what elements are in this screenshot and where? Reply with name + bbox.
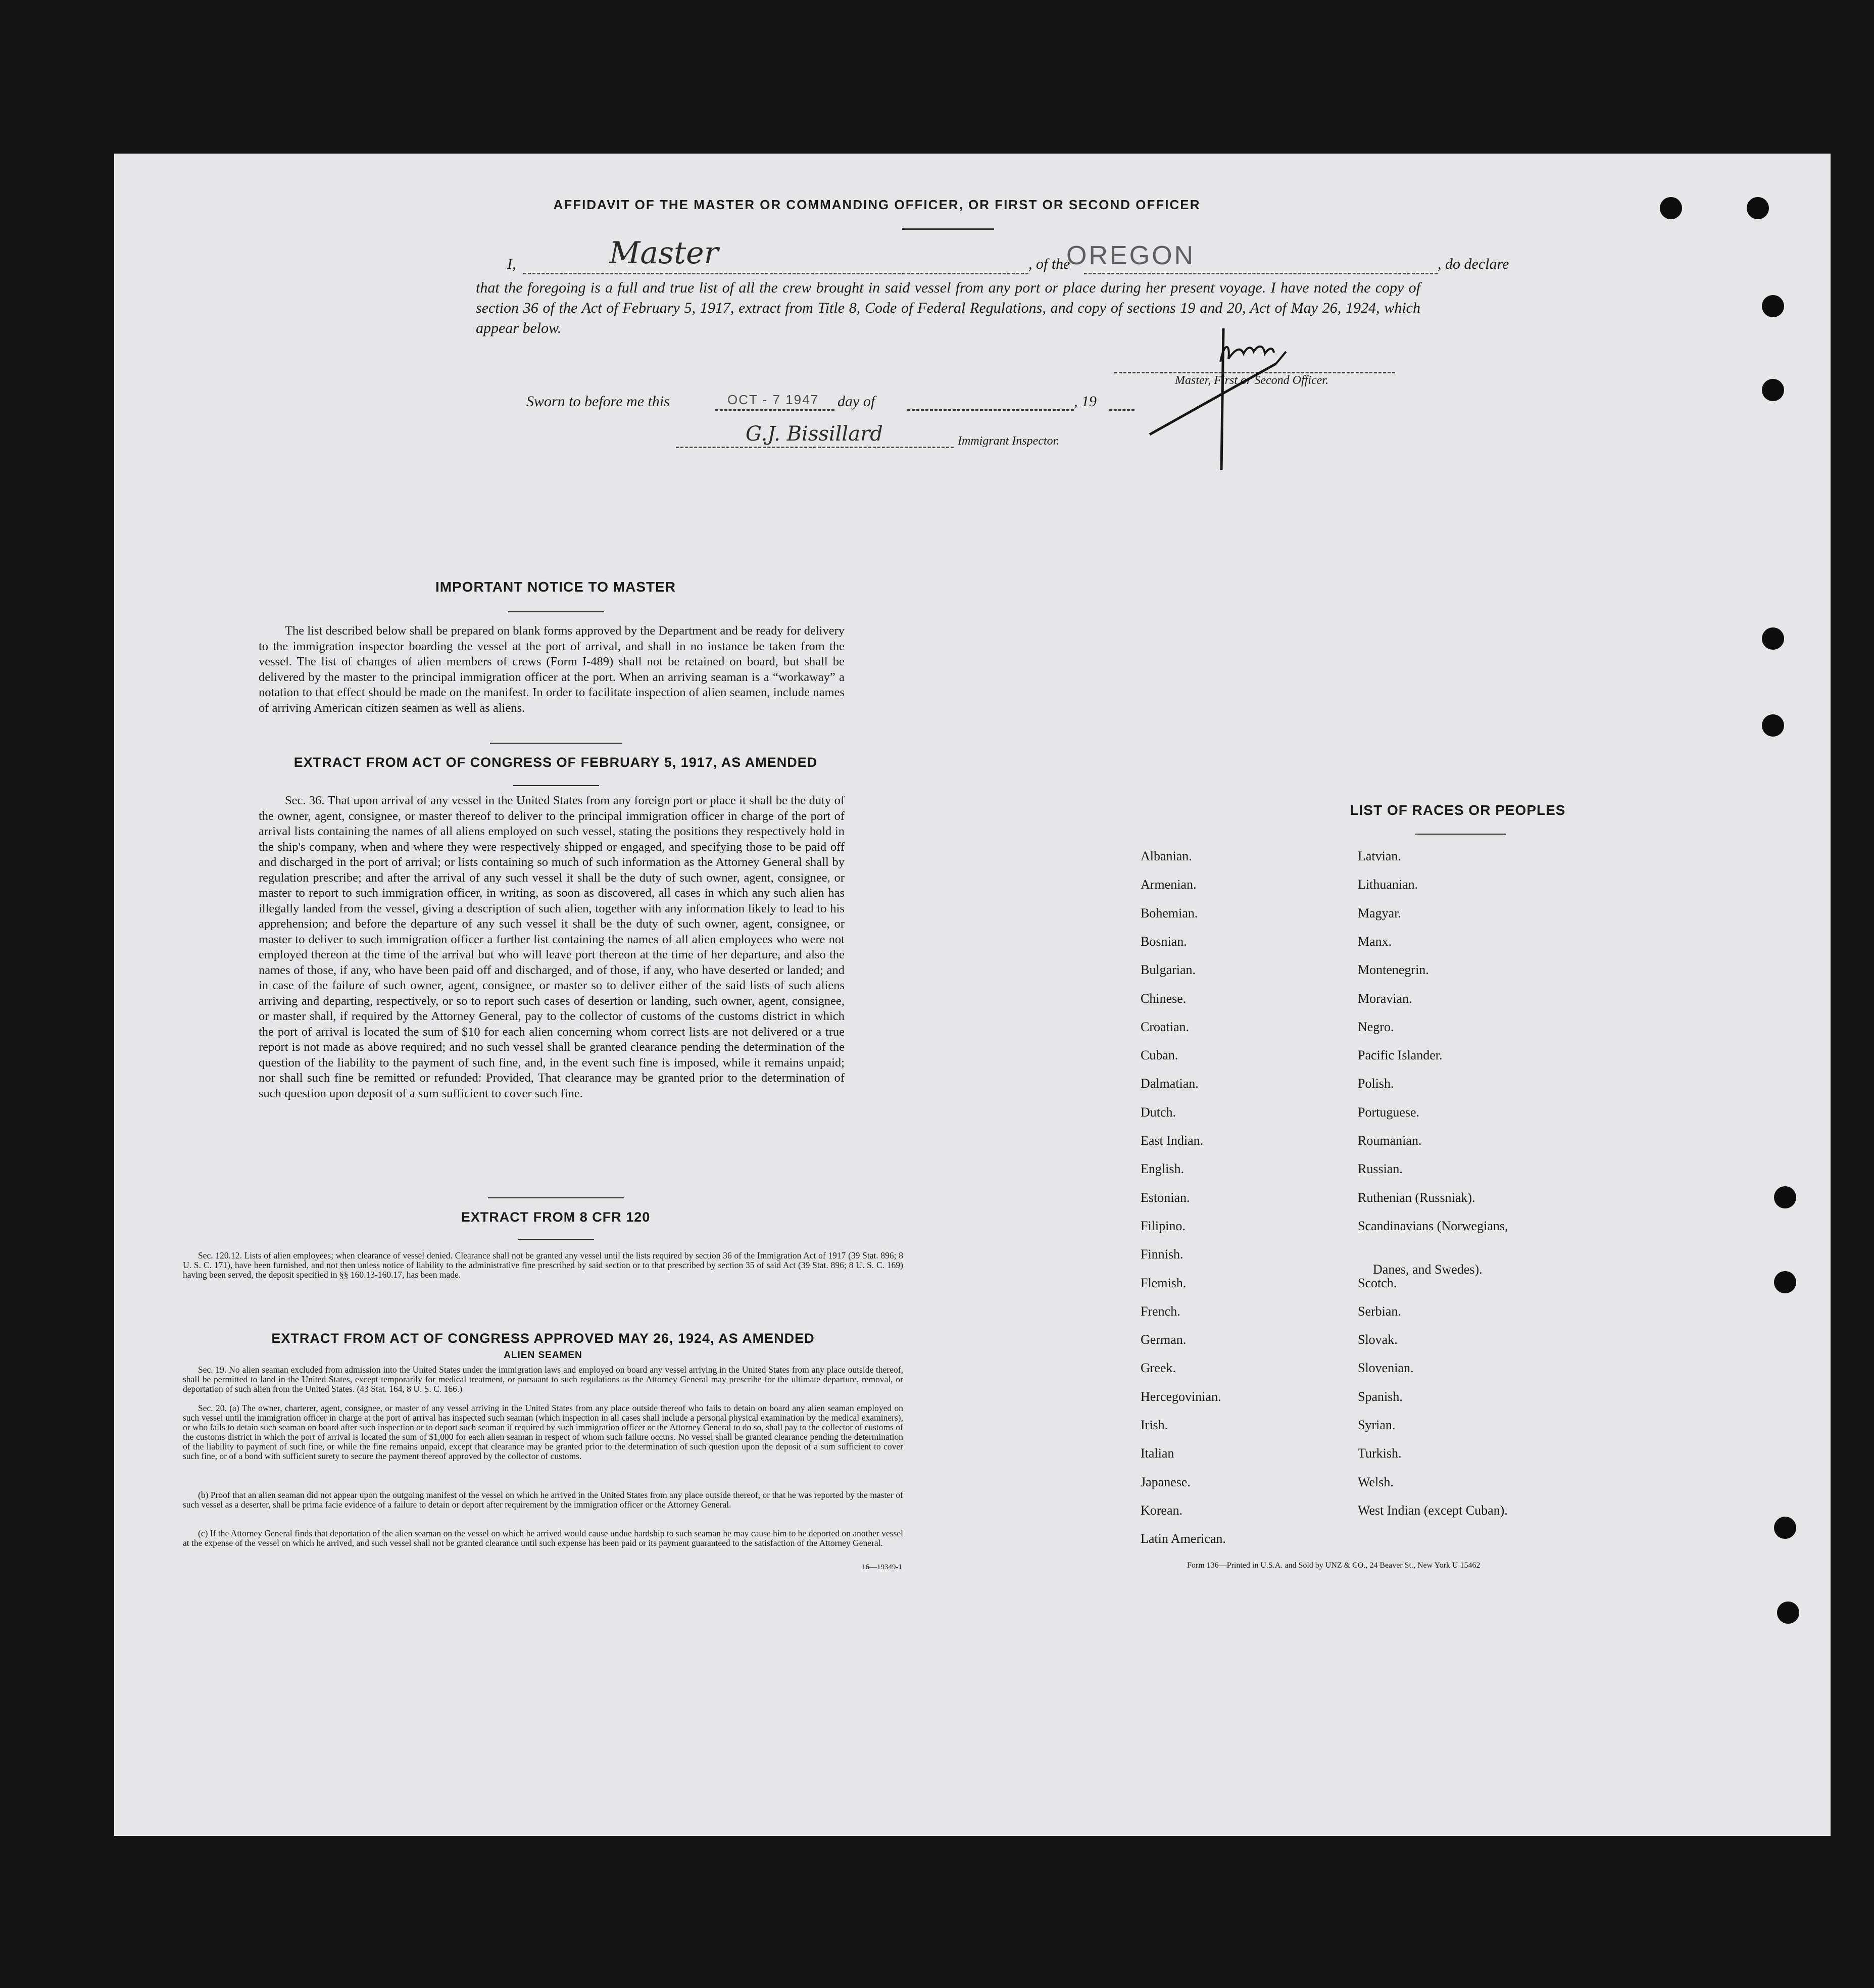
date-stamp: OCT - 7 1947	[727, 392, 819, 407]
sworn-date-line	[715, 409, 834, 411]
race-entry: Dutch.	[1141, 1104, 1176, 1120]
binder-hole	[1747, 197, 1769, 219]
race-entry: Negro.	[1358, 1019, 1394, 1034]
race-entry: Serbian.	[1358, 1303, 1401, 1319]
extract-1917-underline	[513, 785, 599, 786]
race-entry: Chinese.	[1141, 991, 1187, 1006]
race-entry: Bohemian.	[1141, 905, 1198, 920]
race-entry: Montenegrin.	[1358, 962, 1429, 978]
notice-rule	[490, 743, 622, 744]
extract-1917-body: Sec. 36. That upon arrival of any vessel in the United States from any foreign port or place it shall be the duty of the owner, agent, consignee, or master thereof to deliver to the principal immigration officer in charge of the port of arrival lists containing the names of all aliens employed on such vessel, stating the positions they respectively hold in the ship's company, when and where they were respectively shipped or engaged, and specifying those to be paid off and discharged in the port of arrival; or lists containing so much of such information as the Attorney General shall by regulation prescribe; and after the arrival of any such vessel it shall be the duty of such owner, agent, consignee, or master to report to such immigration officer, in writing, as soon as discovered, all cases in which any such alien has illegally landed from the vessel, giving a description of such alien, together with any information likely to lead to his apprehension; and before the departure of any such vessel it shall be the duty of such owner, agent, consignee, or master to deliver to such immigration officer a further list containing the names of all alien employees who were not employed thereon at the time of the arrival but who will leave port thereon at the time of her departure, and also the names of those, if any, who have been paid off and discharged, and of those, if any, who have deserted or landed; and in case of the failure of such owner, agent, consignee, or master so to deliver either of the said lists of such aliens arriving and departing, respectively, or so to report such cases of desertion or landing, such owner, agent, consignee, or master shall, if required by the Attorney General, pay to the collector of customs of the customs district in which the port of arrival is located the sum of $10 for each alien concerning whom correct lists are not delivered or a true report is not made as above required; and no such vessel shall be granted clearance pending the determination of the question of the liability to the payment of such fine, and, in the event such fine is imposed, while it remains unpaid; nor shall such fine be remitted or refunded: Provided, That clearance may be granted prior to the determination of such question upon deposit of a sum sufficient to cover such fine.	[259, 794, 845, 1100]
race-entry: Turkish.	[1358, 1446, 1402, 1461]
race-entry: Portuguese.	[1358, 1104, 1420, 1120]
race-entry: Latin American.	[1141, 1531, 1226, 1546]
race-entry: English.	[1141, 1161, 1184, 1177]
binder-hole	[1762, 379, 1784, 401]
inspector-label: Immigrant Inspector.	[958, 434, 1060, 448]
affidavit-title: AFFIDAVIT OF THE MASTER OR COMMANDING OFFICER, OR FIRST OR SECOND OFFICER	[553, 197, 1201, 212]
binder-hole	[1774, 1186, 1796, 1208]
sworn-label: Sworn to before me this	[526, 393, 670, 410]
binder-hole	[1660, 197, 1682, 219]
race-entry: Manx.	[1358, 934, 1392, 949]
race-entry: Dalmatian.	[1141, 1076, 1199, 1091]
master-line	[523, 273, 1028, 274]
race-entry: Italian	[1141, 1446, 1174, 1461]
year-label: , 19	[1074, 393, 1097, 410]
race-entry: Spanish.	[1358, 1389, 1403, 1404]
race-entry: Flemish.	[1141, 1275, 1187, 1290]
race-entry: Pacific Islander.	[1358, 1048, 1443, 1063]
race-entry: Scotch.	[1358, 1275, 1397, 1290]
race-entry: Estonian.	[1141, 1190, 1190, 1205]
race-entry: West Indian (except Cuban).	[1358, 1502, 1508, 1518]
extract-1924-title: EXTRACT FROM ACT OF CONGRESS APPROVED MAY 26, 1924, AS AMENDED	[271, 1331, 815, 1346]
race-entry: Lithuanian.	[1358, 877, 1418, 892]
year-line	[1109, 409, 1135, 411]
race-entry: Filipino.	[1141, 1218, 1186, 1233]
race-entry: Greek.	[1141, 1361, 1176, 1376]
month-line	[907, 409, 1074, 411]
title-underline	[902, 228, 994, 230]
race-entry: Russian.	[1358, 1161, 1403, 1177]
race-entry: Irish.	[1141, 1418, 1168, 1432]
binder-hole	[1774, 1517, 1796, 1539]
race-entry: Armenian.	[1141, 877, 1197, 892]
form-code: 16—19349-1	[862, 1563, 902, 1571]
binder-hole	[1762, 295, 1784, 317]
binder-hole	[1777, 1602, 1799, 1624]
race-entry: Welsh.	[1358, 1474, 1394, 1489]
race-entry: Roumanian.	[1358, 1133, 1422, 1148]
race-entry: Bosnian.	[1141, 934, 1187, 949]
officer-signature	[1140, 318, 1362, 470]
race-entry: German.	[1141, 1332, 1187, 1347]
race-entry: Bulgarian.	[1141, 962, 1196, 978]
race-entry: Latvian.	[1358, 849, 1401, 863]
printer-footer: Form 136—Printed in U.S.A. and Sold by UNZ & CO., 24 Beaver St., New York U 15462	[1187, 1561, 1481, 1570]
officer-label: Master, First or Second Officer.	[1175, 374, 1328, 387]
race-entry: Polish.	[1358, 1076, 1394, 1091]
race-entry: East Indian.	[1141, 1133, 1204, 1148]
extract-cfr-title: EXTRACT FROM 8 CFR 120	[461, 1209, 651, 1225]
extract-1917-rule	[488, 1197, 624, 1198]
extract-1924-sec19: Sec. 19. No alien seaman excluded from admission into the United States under the immigration laws and employed on board any vessel arriving in the United States from any place outside thereof, shall be permitted to land in the United States, except temporarily for medical treatment, or pursuant to such regulations as the Attorney General may prescribe for the ultimate departure, removal, or deportation of such alien from the United States. (43 Stat. 164, 8 U. S. C. 166.)	[183, 1365, 903, 1394]
race-entry: Slovenian.	[1358, 1361, 1414, 1376]
race-entry: Scandinavians (Norwegians,	[1358, 1218, 1508, 1233]
vessel-stamp: OREGON	[1066, 241, 1196, 270]
notice-body: The list described below shall be prepared on blank forms approved by the Department and be ready for delivery to the immigration inspector boarding the vessel at the port of arrival, and shall in no instance be taken from the vessel. The list of changes of alien members of crews (Form I-489) shall not be retained on board, but shall be delivered by the master to the principal immigration officer at the port. When an arriving seaman is a “workaway” a notation to that effect should be made on the manifest. In order to facilitate inspection of alien seamen, include names of arriving American citizen seamen as well as aliens.	[259, 624, 845, 715]
race-entry: French.	[1141, 1303, 1180, 1319]
race-entry: Cuban.	[1141, 1048, 1178, 1063]
extract-1924-subtitle: ALIEN SEAMEN	[504, 1350, 582, 1361]
race-entry: Japanese.	[1141, 1474, 1191, 1489]
binder-hole	[1762, 627, 1784, 650]
extract-cfr-body: Sec. 120.12. Lists of alien employees; when clearance of vessel denied. Clearance shall not be granted any vessel until the lists required by section 36 of the Immigration Act of 1917 (39 Stat. 896; 8 U. S. C. 171), have been furnished, and not then unless notice of liability to the administrative fine prescribed by said section or to that prescribed by section 35 of said Act (39 Stat. 896; 8 U. S. C. 169) having been served, the deposit specified in §§ 160.13-160.17, has been made.	[183, 1250, 903, 1280]
vessel-line	[1084, 273, 1438, 274]
day-of-label: day of	[837, 393, 875, 410]
binder-hole	[1774, 1271, 1796, 1293]
race-entry: Finnish.	[1141, 1247, 1183, 1262]
race-entry: Moravian.	[1358, 991, 1412, 1006]
do-declare-label: , do declare	[1438, 256, 1509, 272]
of-the-label: , of the	[1028, 256, 1070, 272]
form-sheet	[114, 154, 1831, 1836]
extract-cfr-underline	[518, 1239, 594, 1240]
race-entry: Magyar.	[1358, 905, 1401, 920]
race-entry: Ruthenian (Russniak).	[1358, 1190, 1475, 1205]
race-entry: Hercegovinian.	[1141, 1389, 1221, 1404]
inspector-line	[676, 447, 954, 448]
extract-1917-title: EXTRACT FROM ACT OF CONGRESS OF FEBRUARY 5, 1917, AS AMENDED	[293, 755, 818, 770]
race-entry: Korean.	[1141, 1502, 1183, 1518]
race-entry: Albanian.	[1141, 849, 1192, 863]
races-title: LIST OF RACES OR PEOPLES	[1350, 802, 1566, 818]
binder-hole	[1762, 714, 1784, 737]
notice-title: IMPORTANT NOTICE TO MASTER	[435, 579, 676, 595]
race-entry: Danes, and Swedes).	[1373, 1262, 1483, 1277]
race-entry: Croatian.	[1141, 1019, 1190, 1034]
master-handwriting: Master	[609, 235, 719, 271]
extract-1924-sec20b: (b) Proof that an alien seaman did not appear upon the outgoing manifest of the vessel on which he arrived in the United States from any place outside thereof, or that he was reported by the master of such vessel as a deserter, shall be prima facie evidence of a failure to detain or deport after requirement by the immigration officer or the Attorney General.	[183, 1490, 903, 1510]
notice-underline	[508, 611, 604, 612]
race-entry: Syrian.	[1358, 1418, 1396, 1432]
race-entry: Slovak.	[1358, 1332, 1398, 1347]
races-underline	[1415, 834, 1506, 835]
i-label: I,	[507, 256, 516, 272]
inspector-signature: G.J. Bissillard	[746, 422, 883, 446]
extract-1924-sec20c: (c) If the Attorney General finds that deportation of the alien seaman on the vessel on which he arrived would cause undue hardship to such seaman he may cause him to be deported on another vessel at the expense of the vessel on which he arrived, and such vessel shall not be granted clearance until such expense has been paid or its payment guaranteed to the satisfaction of the Attorney General.	[183, 1528, 903, 1548]
declaration-text: that the foregoing is a full and true list of all the crew brought in said vessel from any port or place during her present voyage. I have noted the copy of section 36 of the Act of February 5, 1917, extract from Title 8, Code of Federal Regulations, and copy of sections 19 and 20, Act of May 26, 1924, which appear below.	[476, 279, 1420, 336]
extract-1924-sec20a: Sec. 20. (a) The owner, charterer, agent, consignee, or master of any vessel arriving in the United States from any place outside thereof who fails to detain on board any alien seaman employed on such vessel until the immigration officer in charge at the port of arrival has inspected such seaman (which inspection in all cases shall include a personal physical examination by the medical examiners), or who fails to detain such seaman on board after such inspection or to deport such seaman if required by such immigration officer or the Attorney General to do so, shall pay to the collector of customs of the customs district in which the port of arrival is located the sum of $1,000 for each alien seaman in respect of whom such failure occurs. No vessel shall be granted clearance pending the determination of the liability to payment of such fine, or while the fine remains unpaid, except that clearance may be granted prior to the determination of such question upon the deposit of a sum sufficient to cover such fine, or of a bond with sufficient surety to secure the payment thereof approved by the collector of customs.	[183, 1403, 903, 1461]
